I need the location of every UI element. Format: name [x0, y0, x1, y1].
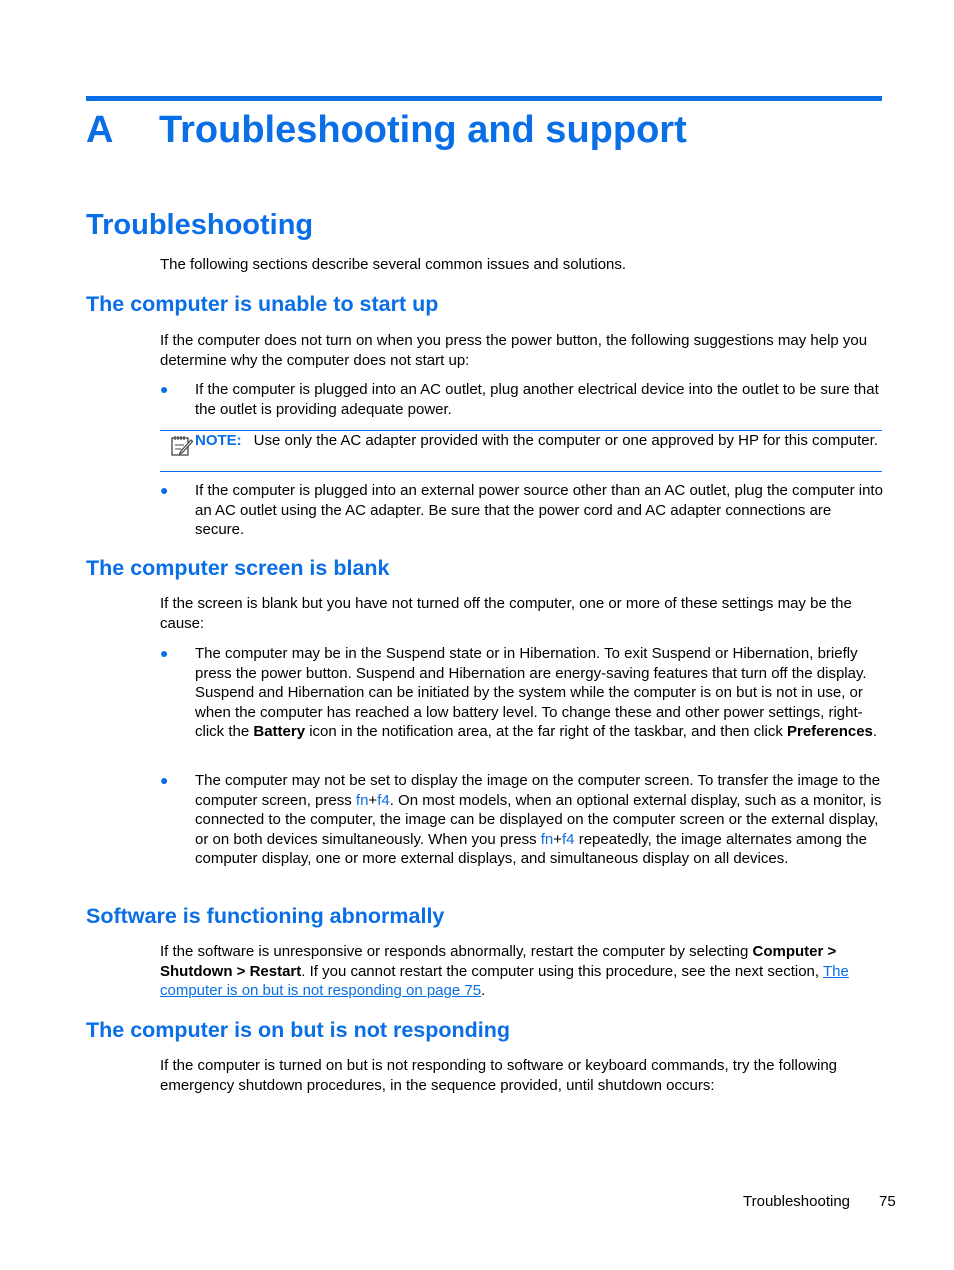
bullet-text: If the computer is plugged into an external power source other than an AC outlet, plug the computer into an AC outlet using the AC adapter. Be sure that the power cord and AC adapter connections are secure. — [195, 482, 883, 538]
battery-term: Battery — [253, 723, 306, 740]
note-label: NOTE: — [195, 432, 242, 449]
startup-bullet-2 — [160, 481, 884, 540]
startup-bullet-1 — [160, 380, 884, 419]
text-run: . If you cannot restart the computer using this procedure, see the next section, — [301, 962, 823, 980]
note-text — [195, 431, 885, 451]
plus-sign: + — [368, 791, 378, 809]
text-run: . — [872, 723, 878, 740]
software-body — [160, 942, 884, 1001]
bullet-icon: ● — [160, 482, 169, 498]
note-box — [160, 430, 882, 472]
software-heading: Software is functioning abnormally — [86, 904, 445, 928]
section-intro: The following sections describe several common issues and solutions. — [160, 256, 627, 273]
footer-page-number: 75 — [879, 1193, 896, 1210]
startup-heading: The computer is unable to start up — [86, 292, 439, 316]
text-run: The computer may be in the Suspend state or in Hibernation. To exit Suspend or Hibernation, briefly press the power button. Suspend and Hibernation are energy-saving features that turn off the display. Suspend and Hibernation can be initiated by the system while the computer is on but is not in use, or when the computer has reached a low battery level. To change these and other power settings, right-click the — [195, 645, 867, 740]
text-run: repeatedly, the image alternates among the computer display, one or more external displays, and simultaneous display on all devices. — [195, 830, 867, 867]
blank-intro: If the screen is blank but you have not turned off the computer, one or more of these settings may be the cause: — [160, 595, 852, 632]
blank-heading: The computer screen is blank — [86, 556, 390, 580]
notresponding-intro: If the computer is turned on but is not responding to software or keyboard commands, try the following emergency shutdown procedures, in the sequence provided, until shutdown occurs: — [160, 1057, 838, 1094]
text-run: icon in the notification area, at the far right of the taskbar, and then click — [305, 723, 787, 740]
f4-key: f4 — [377, 791, 390, 809]
blank-bullet-1 — [160, 644, 884, 742]
plus-sign: + — [553, 830, 563, 848]
cross-reference-link[interactable]: The computer is on but is not responding on page 75 — [160, 962, 849, 999]
menu-path: Computer > Shutdown > Restart — [160, 943, 837, 980]
bullet-text: If the computer is plugged into an AC outlet, plug another electrical device into the outlet to be sure that the outlet is providing adequate power. — [195, 381, 879, 418]
text-run: . — [481, 982, 486, 999]
text-run: If the software is unresponsive or responds abnormally, restart the computer by selecting — [160, 943, 753, 960]
note-body: Use only the AC adapter provided with the computer or one approved by HP for this computer. — [253, 432, 878, 449]
note-pencil-icon — [170, 434, 194, 458]
fn-key: fn — [540, 830, 554, 848]
bullet-icon: ● — [160, 381, 169, 397]
bullet-icon: ● — [160, 645, 169, 661]
chapter-rule — [86, 96, 882, 101]
blank-bullet-2 — [160, 771, 884, 869]
notresponding-heading: The computer is on but is not responding — [86, 1018, 511, 1042]
f4-key: f4 — [562, 830, 575, 848]
chapter-letter: A — [86, 109, 114, 151]
section-title: Troubleshooting — [86, 209, 314, 241]
footer-section: Troubleshooting — [743, 1193, 851, 1210]
chapter-title — [86, 106, 687, 154]
preferences-term: Preferences — [787, 723, 873, 740]
chapter-title-text: Troubleshooting and support — [159, 109, 687, 151]
bullet-text — [195, 644, 884, 742]
bullet-text — [195, 771, 884, 869]
fn-key: fn — [355, 791, 369, 809]
startup-intro: If the computer does not turn on when you press the power button, the following suggestions may help you determine why the computer does not start up: — [160, 332, 868, 369]
text-run: . On most models, when an optional external display, such as a monitor, is connected to the computer, the image can be displayed on the computer screen or the external display, or on both devices simultaneously. When you press — [195, 791, 882, 848]
text-run: The computer may not be set to display the image on the computer screen. To transfer the image to the computer screen, press — [195, 772, 881, 809]
bullet-icon: ● — [160, 772, 169, 788]
